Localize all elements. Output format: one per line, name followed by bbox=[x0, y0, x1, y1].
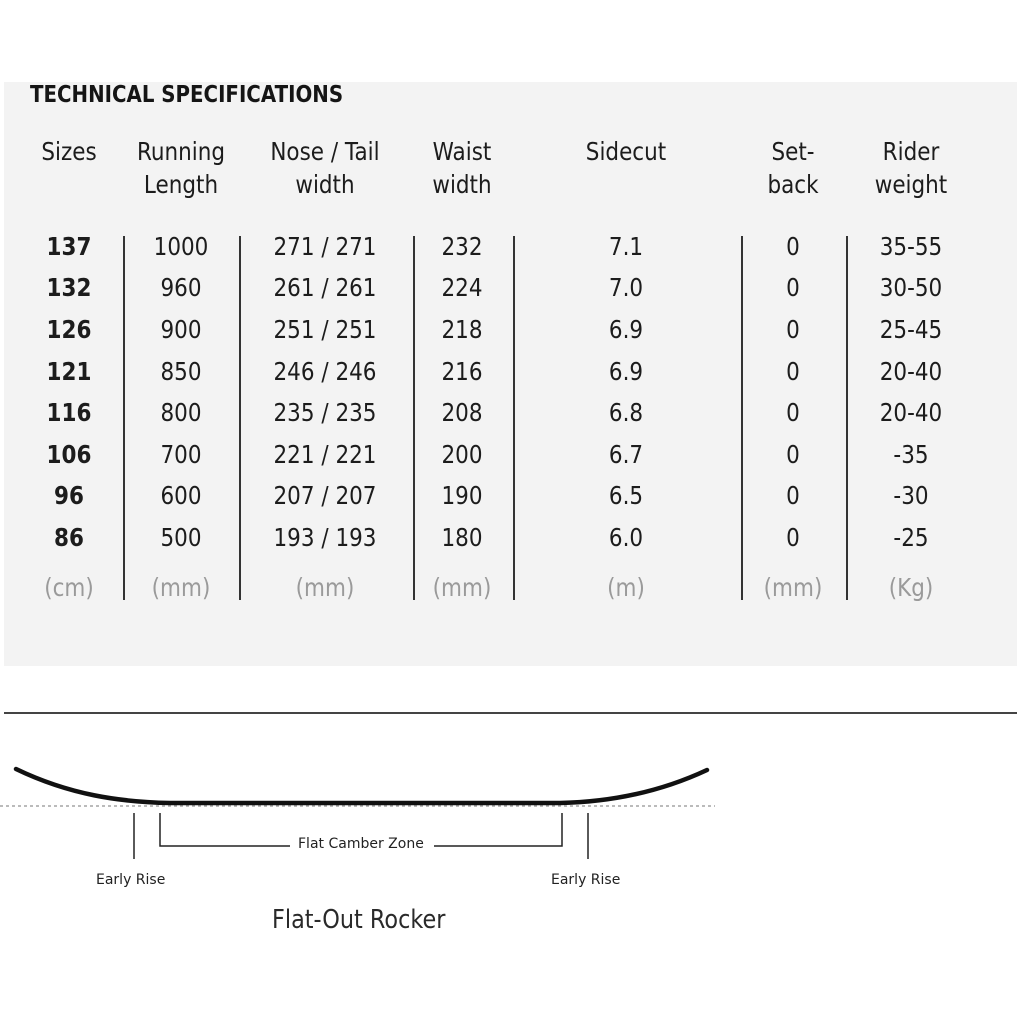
column-header-waist bbox=[415, 135, 510, 201]
table-cell-setback: 0 bbox=[786, 398, 800, 427]
column-header-line: Sizes bbox=[41, 137, 97, 166]
column-separator bbox=[846, 236, 848, 600]
section-divider bbox=[4, 712, 1017, 714]
column-header-setback bbox=[750, 135, 836, 201]
table-cell-nose-tail: 271 / 271 bbox=[273, 232, 377, 261]
unit-label-size: (cm) bbox=[44, 573, 94, 602]
table-cell-size: 121 bbox=[46, 357, 92, 386]
table-cell-sidecut: 7.0 bbox=[608, 273, 644, 302]
column-header-line: weight bbox=[874, 170, 948, 199]
table-cell-sidecut: 6.9 bbox=[608, 315, 644, 344]
spec-title: TECHNICAL SPECIFICATIONS bbox=[30, 82, 344, 108]
table-cell-setback: 0 bbox=[786, 273, 800, 302]
column-separator bbox=[123, 236, 125, 600]
table-cell-waist: 190 bbox=[441, 481, 483, 510]
rocker-profile-diagram bbox=[0, 740, 1024, 880]
column-header-line: Sidecut bbox=[585, 137, 667, 166]
unit-label-rider-weight: (Kg) bbox=[888, 573, 934, 602]
table-cell-rider-weight: -35 bbox=[893, 440, 929, 469]
flat-zone-bracket-right bbox=[434, 813, 562, 846]
column-header-line: width bbox=[432, 170, 492, 199]
column-header-line: Nose / Tail bbox=[270, 137, 380, 166]
table-cell-nose-tail: 207 / 207 bbox=[273, 481, 377, 510]
table-cell-size: 86 bbox=[54, 523, 84, 552]
table-cell-running-length: 1000 bbox=[153, 232, 209, 261]
table-cell-rider-weight: 25-45 bbox=[879, 315, 943, 344]
column-header-nose-tail bbox=[256, 135, 394, 201]
table-cell-setback: 0 bbox=[786, 315, 800, 344]
table-cell-sidecut: 6.7 bbox=[608, 440, 644, 469]
table-cell-sidecut: 6.0 bbox=[608, 523, 644, 552]
table-cell-running-length: 700 bbox=[160, 440, 202, 469]
table-cell-waist: 218 bbox=[441, 315, 483, 344]
table-cell-setback: 0 bbox=[786, 481, 800, 510]
column-header-line: Set- bbox=[771, 137, 815, 166]
table-cell-setback: 0 bbox=[786, 232, 800, 261]
early-rise-right-label: Early Rise bbox=[551, 872, 621, 888]
table-cell-rider-weight: 35-55 bbox=[879, 232, 943, 261]
unit-label-sidecut: (m) bbox=[607, 573, 645, 602]
table-cell-setback: 0 bbox=[786, 440, 800, 469]
board-profile-curve bbox=[16, 769, 707, 803]
table-cell-running-length: 960 bbox=[160, 273, 202, 302]
column-separator bbox=[413, 236, 415, 600]
column-separator bbox=[741, 236, 743, 600]
column-header-line: Running bbox=[136, 137, 226, 166]
table-cell-setback: 0 bbox=[786, 523, 800, 552]
profile-name: Flat-Out Rocker bbox=[272, 905, 446, 935]
table-cell-rider-weight: -25 bbox=[893, 523, 929, 552]
table-cell-running-length: 900 bbox=[160, 315, 202, 344]
table-cell-nose-tail: 251 / 251 bbox=[273, 315, 377, 344]
table-cell-running-length: 800 bbox=[160, 398, 202, 427]
table-cell-running-length: 500 bbox=[160, 523, 202, 552]
table-cell-size: 126 bbox=[46, 315, 92, 344]
table-cell-rider-weight: 20-40 bbox=[879, 398, 943, 427]
table-cell-size: 137 bbox=[46, 232, 92, 261]
column-header-line: back bbox=[767, 170, 819, 199]
table-cell-waist: 200 bbox=[441, 440, 483, 469]
column-header-line: width bbox=[295, 170, 355, 199]
table-cell-size: 132 bbox=[46, 273, 92, 302]
table-cell-sidecut: 6.9 bbox=[608, 357, 644, 386]
unit-label-running-length: (mm) bbox=[151, 573, 211, 602]
early-rise-left-label: Early Rise bbox=[96, 872, 166, 888]
column-header-size bbox=[30, 135, 107, 168]
table-cell-rider-weight: 30-50 bbox=[879, 273, 943, 302]
table-cell-nose-tail: 246 / 246 bbox=[273, 357, 377, 386]
unit-label-waist: (mm) bbox=[432, 573, 492, 602]
table-cell-waist: 216 bbox=[441, 357, 483, 386]
table-cell-waist: 208 bbox=[441, 398, 483, 427]
table-cell-running-length: 600 bbox=[160, 481, 202, 510]
table-cell-waist: 224 bbox=[441, 273, 483, 302]
column-header-line: Length bbox=[143, 170, 219, 199]
column-separator bbox=[239, 236, 241, 600]
flat-camber-zone-label: Flat Camber Zone bbox=[294, 836, 428, 852]
table-cell-rider-weight: -30 bbox=[893, 481, 929, 510]
column-header-sidecut bbox=[574, 135, 677, 168]
table-cell-sidecut: 6.5 bbox=[608, 481, 644, 510]
table-cell-rider-weight: 20-40 bbox=[879, 357, 943, 386]
table-cell-running-length: 850 bbox=[160, 357, 202, 386]
column-header-running-length bbox=[129, 135, 232, 201]
table-cell-size: 106 bbox=[46, 440, 92, 469]
table-cell-sidecut: 7.1 bbox=[608, 232, 644, 261]
unit-label-setback: (mm) bbox=[763, 573, 823, 602]
table-cell-waist: 180 bbox=[441, 523, 483, 552]
column-header-rider-weight bbox=[859, 135, 962, 201]
column-header-line: Waist bbox=[432, 137, 492, 166]
table-cell-size: 116 bbox=[46, 398, 92, 427]
table-cell-size: 96 bbox=[54, 481, 84, 510]
table-cell-nose-tail: 193 / 193 bbox=[273, 523, 377, 552]
table-cell-nose-tail: 235 / 235 bbox=[273, 398, 377, 427]
table-cell-nose-tail: 221 / 221 bbox=[273, 440, 377, 469]
table-cell-sidecut: 6.8 bbox=[608, 398, 644, 427]
flat-zone-bracket-left bbox=[160, 813, 290, 846]
table-cell-setback: 0 bbox=[786, 357, 800, 386]
column-separator bbox=[513, 236, 515, 600]
table-cell-waist: 232 bbox=[441, 232, 483, 261]
unit-label-nose-tail: (mm) bbox=[295, 573, 355, 602]
table-cell-nose-tail: 261 / 261 bbox=[273, 273, 377, 302]
column-header-line: Rider bbox=[882, 137, 940, 166]
